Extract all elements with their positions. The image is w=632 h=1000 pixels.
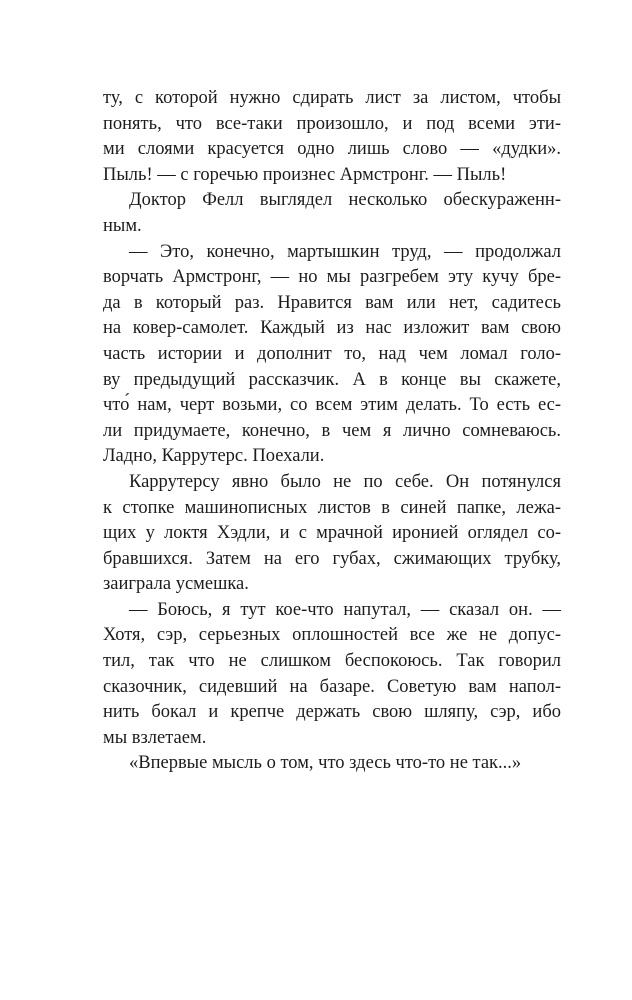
text-line: Доктор Фелл выглядел несколько обескураженн- xyxy=(129,190,561,211)
body-text xyxy=(103,86,561,777)
text-line: тил, так что не слишком беспокоюсь. Так говорил xyxy=(103,651,561,672)
text-line: Каррутерсу явно было не по себе. Он потянулся xyxy=(129,471,561,492)
text-line: нить бокал и крепче держать свою шляпу, сэр, ибо xyxy=(103,702,561,723)
text-line: сказочник, сидевший на базаре. Советую вам напол- xyxy=(103,676,561,697)
text-line: заиграла усмешка. xyxy=(103,574,249,595)
text-line: Хотя, сэр, серьезных оплошностей все же не допус- xyxy=(103,625,561,646)
text-line: ми слоями красуется одно лишь слово — «дудки». xyxy=(103,139,561,160)
text-line: ворчать Армстронг, — но мы разгребем эту кучу бре- xyxy=(103,267,561,288)
text-line: ным. xyxy=(103,215,142,236)
text-line: ли придумаете, конечно, в чем я лично сомневаюсь. xyxy=(103,420,561,441)
text-line: мы взлетаем. xyxy=(103,727,207,748)
text-line: к стопке машинописных листов в синей папке, лежа- xyxy=(103,497,561,518)
text-line: Ладно, Каррутерс. Поехали. xyxy=(103,446,325,467)
text-line: бравшихся. Затем на его губах, сжимающих трубку, xyxy=(103,548,561,569)
text-line: ту, с которой нужно сдирать лист за листом, чтобы xyxy=(103,88,561,108)
text-line: на ковер-самолет. Каждый из нас изложит вам свою xyxy=(103,318,561,339)
text-line: — Боюсь, я тут кое-что напутал, — сказал он. — xyxy=(129,599,561,620)
text-line: часть истории и дополнит то, над чем ломал голо- xyxy=(103,343,561,364)
text-line: что́ нам, черт возьми, со всем этим делать. То есть ес- xyxy=(103,395,561,416)
text-line: Пыль! — с горечью произнес Армстронг. — Пыль! xyxy=(103,164,507,185)
text-line: щих у локтя Хэдли, и с мрачной иронией оглядел со- xyxy=(103,523,561,544)
text-line: ву предыдущий рассказчик. А в конце вы скажете, xyxy=(103,369,561,390)
text-line: да в который раз. Нравится вам или нет, садитесь xyxy=(103,292,561,313)
text-line: — Это, конечно, мартышкин труд, — продолжал xyxy=(129,241,561,262)
text-line: понять, что все-таки произошло, и под всеми эти- xyxy=(103,113,561,134)
text-line: «Впервые мысль о том, что здесь что-то не так...» xyxy=(129,753,522,774)
